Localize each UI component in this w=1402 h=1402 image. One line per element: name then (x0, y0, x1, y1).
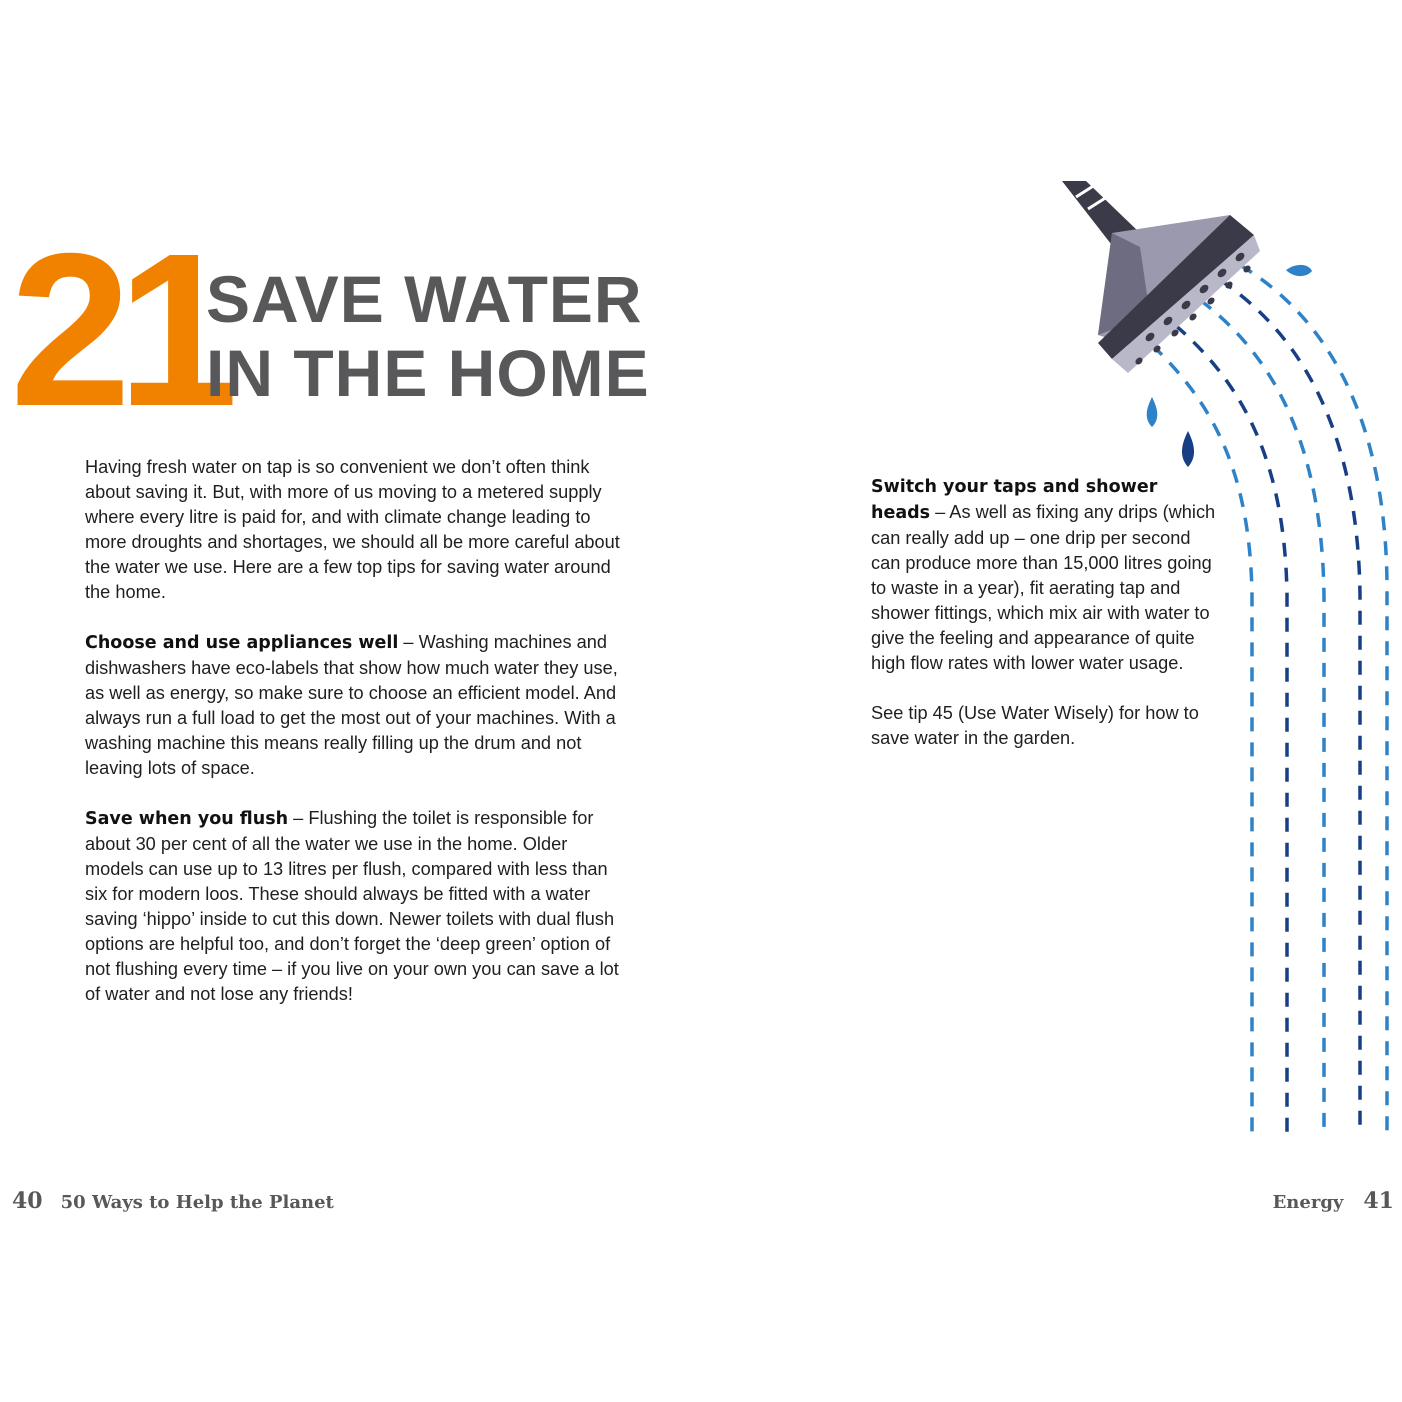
water-stream-1 (1152, 345, 1252, 1135)
appliances-body: – Washing machines and dishwashers have eco-labels that show how much water they use, as well as energy, so make sure to choose an efficient model. And always run a full load to get the most out of your machines. With a washing machine this means really filling up the drum and not leaving lots of space. (85, 632, 618, 778)
water-streams (1152, 265, 1387, 1135)
left-column (85, 455, 620, 1032)
page-title (206, 262, 650, 410)
intro-paragraph: Having fresh water on tap is so convenient we don’t often think about saving it. But, with more of us moving to a metered supply where every litre is paid for, and with climate change leading to more droughts and shortages, we should all be more careful about the water we use. Here are a few top tips for saving water around the home. (85, 457, 620, 602)
see-also-paragraph: See tip 45 (Use Water Wisely) for how to save water in the garden. (871, 703, 1199, 748)
shower-head (1062, 181, 1260, 373)
water-stream-4 (1220, 280, 1360, 1135)
water-stream-3 (1200, 300, 1324, 1135)
footer-left (12, 1188, 334, 1214)
left-page-number: 40 (12, 1188, 43, 1214)
title-line-1: SAVE WATER (206, 262, 643, 336)
appliances-heading: Choose and use appliances well (85, 633, 399, 653)
flush-heading: Save when you flush (85, 809, 289, 829)
appliances-paragraph (85, 630, 620, 781)
water-stream-5 (1240, 265, 1387, 1135)
flush-body: – Flushing the toilet is responsible for about 30 per cent of all the water we use in the home. Older models can use up to 13 litres per flush, compared with less than six for modern loos. These should always be fitted with a water saving ‘hippo’ inside to cut this down. Newer toilets with dual flush options are helpful too, and don’t forget the ‘deep green’ option of not flushing every time – if you live on your own you can save a lot of water and not lose any friends! (85, 808, 619, 1004)
water-drop-2 (1182, 431, 1194, 467)
water-drop-1 (1147, 397, 1158, 427)
right-page-number: 41 (1363, 1188, 1394, 1214)
footer-right (1273, 1188, 1394, 1214)
taps-body: – As well as fixing any drips (which can really add up – one drip per second can produce more than 15,000 litres going to waste in a year), fit aerating tap and shower fittings, which mix air with water to give the feeling and appearance of quite high flow rates with lower water usage. (871, 502, 1216, 673)
taps-heading: Switch your taps and shower heads (871, 477, 1158, 523)
flush-paragraph (85, 806, 620, 1007)
water-drop-3 (1286, 265, 1312, 276)
section-name: Energy (1272, 1192, 1344, 1213)
tip-number: 21 (10, 209, 225, 452)
title-line-2: IN THE HOME (206, 336, 650, 410)
shower-head-icon (1040, 175, 1402, 1140)
book-title: 50 Ways to Help the Planet (60, 1192, 334, 1213)
